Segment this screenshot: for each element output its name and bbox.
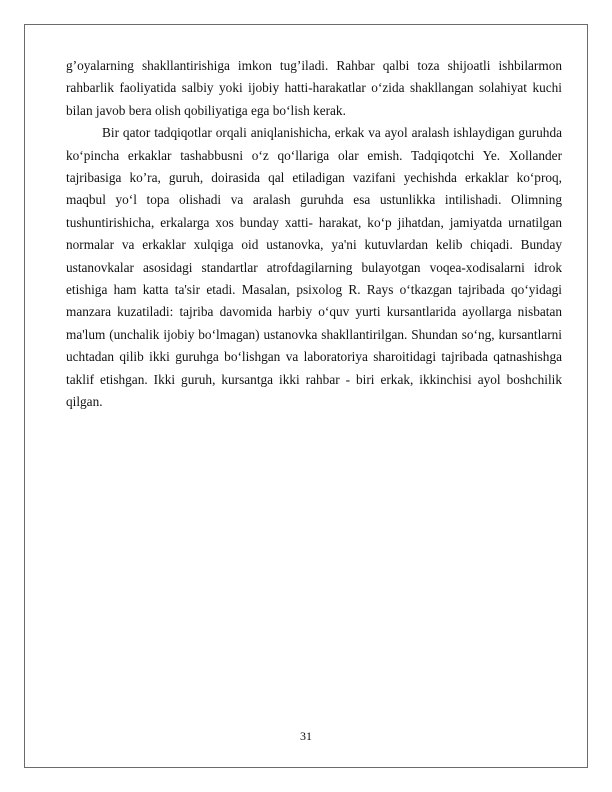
page-number: 31 xyxy=(300,729,312,743)
document-body xyxy=(66,55,562,414)
paragraph-2: Bir qator tadqiqotlar orqali aniqlanishicha, erkak va ayol aralash ishlaydigan guruhda ko‘pincha erkaklar tashabbusni o‘z qo‘llariga olar emish. Tadqiqotchi Ye. Xollander tajribasiga ko’ra, guruh, doirasida qal etiladigan vazifani yechishda erkaklar ko‘proq, maqbul yo‘l topa olishadi va aralash guruhda esa ustunlikka intilishadi. Olimning tushuntirishicha, erkalarga xos bunday xatti- harakat, ko‘p jihatdan, jamiyatda urnatilgan normalar va erkaklar xulqiga oid ustanovka, ya'ni kutuvlardan kelib chiqadi. Bunday ustanovkalar asosidagi standartlar atrofdagilarning bulayotgan voqea-xodisalarni idrok etishiga ham katta ta'sir etadi. Masalan, psixolog R. Rays o‘tkazgan tajribada qo‘yidagi manzara kuzatiladi: tajriba davomida harbiy o‘quv yurti kursantlarida ayollarga nisbatan ma'lum (unchalik ijobiy bo‘lmagan) ustanovka shakllantirilgan. Shundan so‘ng, kursantlarni uchtadan qilib ikki guruhga bo‘lishgan va laboratoriya sharoitidagi tajribada qatnashishga taklif etishgan. Ikki guruh, kursantga ikki rahbar - biri erkak, ikkinchisi ayol boshchilik qilgan. xyxy=(66,125,562,410)
paragraph-1: g’oyalarning shakllantirishiga imkon tug’iladi. Rahbar qalbi toza shijoatli ishbilarmon rahbarlik faoliyatida salbiy yoki ijobiy hatti-harakatlar o‘zida shakllangan solahiyat kuchi bilan javob bera olish qobiliyatiga ega bo‘lish kerak. xyxy=(66,58,562,118)
